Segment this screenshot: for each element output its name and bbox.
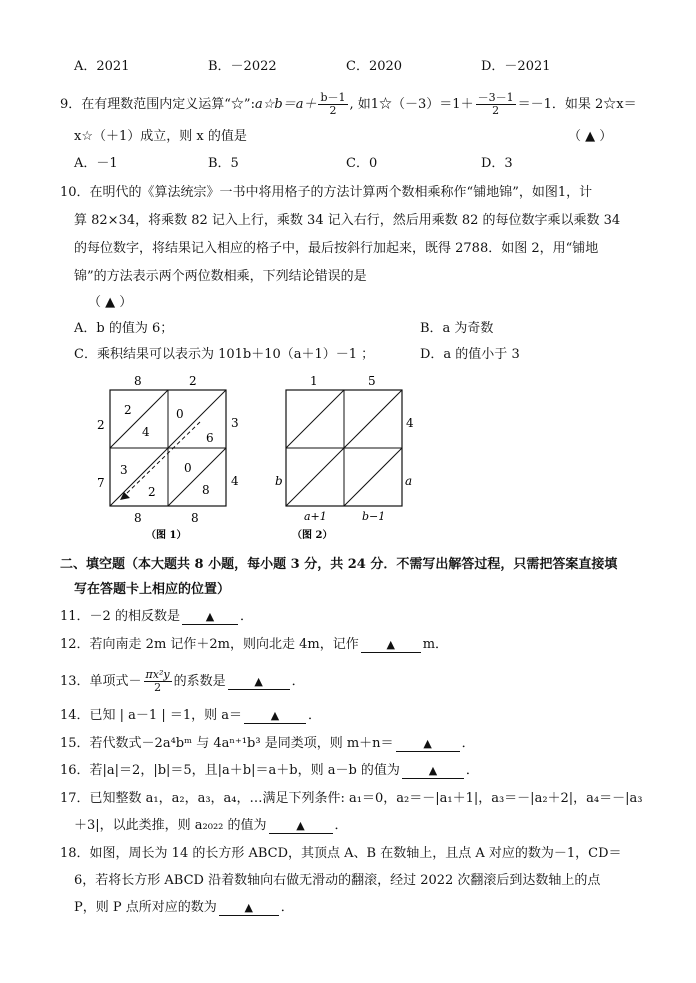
fig1-cell-3: 0 (176, 407, 184, 421)
fig2-bottom-2: b−1 (362, 510, 386, 523)
q9-definition: a☆b＝a＋ (254, 97, 317, 112)
q16 (60, 762, 479, 780)
q14-end: ． (308, 708, 322, 723)
q10-line2: 算 82×34，将乘数 82 记入上行，乘数 34 记入右行，然后用乘数 82 的每位数字乘以乘数 34 (74, 213, 621, 228)
q10-line1: 10．在明代的《算法统宗》一书中将用格子的方法计算两个数相乘称作“铺地锦”，如图1，计 (60, 185, 593, 200)
q12-end: m． (422, 637, 449, 652)
q15-answer-blank[interactable]: ▲ (396, 737, 460, 752)
q16-end: ． (465, 763, 479, 778)
q9-number: 9． (60, 97, 82, 112)
q9-option-b: B．5 (208, 156, 239, 171)
q9-ex-fraction (476, 92, 516, 117)
fig1-left-2: 7 (97, 476, 105, 490)
q18-end: ． (280, 900, 294, 915)
q8-option-b: B．－2022 (208, 59, 277, 74)
fig2-top-2: 5 (368, 374, 376, 388)
q9-option-c: C．0 (346, 156, 378, 171)
q13 (60, 669, 305, 694)
q13-answer-blank[interactable]: ▲ (228, 675, 290, 690)
fig1-cell-6: 2 (148, 485, 156, 499)
fig1-right-1: 3 (231, 416, 239, 430)
fig1-right-2: 4 (231, 474, 239, 488)
q9-text-b: , 如1☆（－3）＝1＋ (349, 97, 474, 112)
q14-text: 14．已知 | a－1 | ＝1，则 a＝ (60, 708, 243, 723)
q11-text: 11．－2 的相反数是 (60, 609, 180, 624)
q14 (60, 707, 321, 725)
q17-end: ． (334, 818, 348, 833)
q18-line1: 18．如图，周长为 14 的长方形 ABCD，其顶点 A、B 在数轴上，且点 A 对应的数为－1，CD＝ (60, 846, 622, 861)
fig2-caption: （图 2） (292, 530, 333, 540)
q11-answer-blank[interactable]: ▲ (182, 610, 238, 625)
q10-option-c: C．乘积结果可以表示为 101b＋10（a＋1）－1 ； (74, 347, 375, 362)
q9-ex-frac-den: 2 (492, 104, 500, 117)
fig1-caption: （图 1） (146, 530, 187, 540)
fig2-top-1: 1 (310, 374, 318, 388)
fig2-bottom-1: a+1 (304, 510, 327, 523)
fig1-bottom-2: 8 (191, 511, 199, 525)
section2-title: 二、填空题（本大题共 8 小题，每小题 3 分，共 24 分．不需写出解答过程，只需把答案直接填 (60, 557, 618, 572)
q15-end: ． (461, 736, 475, 751)
fig1-top-1: 8 (134, 374, 142, 388)
figure-1-grid (88, 372, 248, 540)
q14-answer-blank[interactable]: ▲ (244, 709, 306, 724)
fig1-cell-7: 0 (184, 461, 192, 475)
q18-line2: 6，若将长方形 ABCD 沿着数轴向右做无滑动的翻滚，经过 2022 次翻滚后到达数轴上的点 (74, 873, 601, 888)
q9-line2: x☆（＋1）成立，则 x 的值是 (74, 129, 247, 144)
fig1-cell-5: 3 (120, 463, 128, 477)
q17-line1: 17．已知整数 a₁，a₂，a₃，a₄，…满足下列条件: a₁＝0，a₂＝－|a₁＋1|，a₃＝－|a₂＋2|，a₄＝－|a₃ (60, 791, 643, 806)
q16-answer-blank[interactable]: ▲ (402, 764, 464, 779)
fig2-right-2: a (405, 474, 413, 488)
q13-end: ． (291, 674, 305, 689)
fig1-left-1: 2 (97, 418, 105, 432)
q9-def-frac-den: 2 (329, 104, 337, 117)
q9-answer-mark: （ ▲ ） (568, 129, 613, 144)
fig1-cell-4: 6 (206, 431, 214, 445)
q16-text: 16．若|a|＝2，|b|＝5，且|a＋b|＝a＋b，则 a－b 的值为 (60, 763, 400, 778)
q10-option-a: A．b 的值为 6； (74, 321, 174, 336)
q10-answer-mark: （ ▲ ） (88, 295, 133, 310)
q8-option-c: C．2020 (346, 59, 403, 74)
q12-answer-blank[interactable]: ▲ (361, 638, 421, 653)
q13-frac-num: πx²y (145, 668, 170, 681)
q17-line2 (74, 817, 348, 835)
q10-option-d: D．a 的值小于 3 (420, 347, 520, 362)
q17-line2-text: ＋3|，以此类推，则 a₂₀₂₂ 的值为 (74, 818, 267, 833)
q9-option-d: D．3 (481, 156, 513, 171)
section2-title-line2: 写在答题卡上相应的位置） (74, 582, 231, 597)
q10-option-b: B．a 为奇数 (420, 321, 494, 336)
q8-option-a: A．2021 (74, 59, 130, 74)
fig2-right-1: 4 (406, 416, 414, 430)
q9-def-fraction (318, 92, 347, 117)
fig2-left-1: b (275, 474, 283, 488)
q13-fraction (144, 669, 172, 694)
q9-ex-frac-num: －3－1 (477, 91, 514, 104)
fig1-cell-8: 8 (202, 483, 210, 497)
q15 (60, 735, 475, 753)
fig1-cell-1: 2 (124, 403, 132, 417)
q11-end: ． (239, 609, 253, 624)
fig1-bottom-1: 8 (134, 511, 142, 525)
q9-text-a: 在有理数范围内定义运算“☆”: (81, 97, 255, 112)
q13-post: 的系数是 (173, 674, 226, 689)
figure-2-grid (270, 372, 430, 540)
fig1-cell-2: 4 (142, 425, 150, 439)
fig1-top-2: 2 (189, 374, 197, 388)
q10-line3: 的每位数字，将结果记入相应的格子中，最后按斜行加起来，既得 2788．如图 2，用“铺地 (74, 241, 599, 256)
q10-line4: 锦”的方法表示两个两位数相乘，下列结论错误的是 (74, 269, 367, 284)
q18-answer-blank[interactable]: ▲ (219, 901, 279, 916)
q18-line3-text: P，则 P 点所对应的数为 (74, 900, 217, 915)
figure-1 (88, 372, 248, 544)
q9-text-c: ＝－1．如果 2☆x＝ (517, 97, 637, 112)
figure-2 (270, 372, 430, 544)
q9-option-a: A．－1 (74, 156, 118, 171)
q12-text: 12．若向南走 2m 记作＋2m，则向北走 4m，记作 (60, 637, 359, 652)
q13-frac-den: 2 (154, 681, 162, 694)
q11 (60, 608, 253, 626)
q17-answer-blank[interactable]: ▲ (269, 819, 333, 834)
q18-line3 (74, 899, 294, 917)
q9-def-frac-num: b－1 (320, 91, 346, 104)
q12 (60, 636, 448, 654)
q8-option-d: D．－2021 (481, 59, 551, 74)
q15-text: 15．若代数式－2a⁴bᵐ 与 4aⁿ⁺¹b³ 是同类项，则 m＋n＝ (60, 736, 394, 751)
q13-pre: 13．单项式－ (60, 674, 142, 689)
q9-line1 (60, 92, 637, 117)
